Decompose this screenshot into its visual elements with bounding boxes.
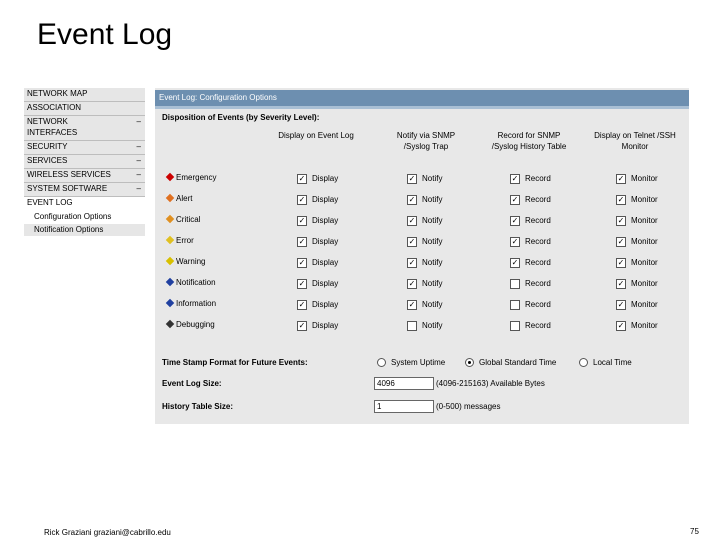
option-cell — [297, 320, 338, 331]
severity-label — [167, 193, 192, 205]
checkbox-label: Notify — [422, 174, 443, 183]
severity-diamond-icon — [166, 257, 174, 265]
severity-name: Warning — [176, 257, 206, 266]
checkbox-checked[interactable]: ✓ — [617, 278, 625, 288]
checkbox-label: Record — [525, 258, 551, 267]
checkbox-unchecked[interactable] — [510, 300, 520, 310]
checkbox-checked[interactable]: ✓ — [408, 236, 416, 246]
checkbox-checked[interactable]: ✓ — [408, 278, 416, 288]
config-panel — [155, 88, 689, 424]
option-cell — [407, 215, 442, 226]
option-cell — [510, 257, 551, 268]
severity-diamond-icon — [166, 173, 174, 181]
sidebar-nav — [24, 88, 145, 424]
severity-diamond-icon — [166, 194, 174, 202]
column-header: Display on Telnet /SSH Monitor — [594, 131, 676, 151]
severity-name: Error — [176, 236, 194, 245]
history-table-size-hint: (0-500) messages — [436, 402, 501, 411]
timestamp-option[interactable] — [377, 358, 445, 367]
sidebar-item[interactable] — [24, 155, 145, 169]
panel-header: Event Log: Configuration Options — [155, 90, 689, 106]
event-log-size-hint: (4096-215163) Available Bytes — [436, 379, 545, 388]
screenshot — [24, 88, 690, 424]
checkbox-checked[interactable]: ✓ — [408, 299, 416, 309]
event-log-size-input[interactable]: 4096 — [374, 377, 434, 390]
checkbox-checked[interactable]: ✓ — [298, 173, 306, 183]
checkbox-checked[interactable]: ✓ — [617, 194, 625, 204]
checkbox-unchecked[interactable] — [510, 279, 520, 289]
sidebar-item-label: SERVICES — [27, 156, 68, 165]
option-cell — [407, 320, 442, 331]
checkbox-checked[interactable]: ✓ — [408, 215, 416, 225]
event-log-size-label: Event Log Size: — [162, 379, 222, 388]
option-cell — [297, 299, 338, 310]
option-cell — [616, 257, 658, 268]
checkbox-checked[interactable]: ✓ — [617, 320, 625, 330]
option-cell — [407, 299, 442, 310]
sidebar-item-label: EVENT LOG — [27, 198, 73, 207]
checkbox-checked[interactable]: ✓ — [298, 320, 306, 330]
history-table-size-input[interactable]: 1 — [374, 400, 434, 413]
checkbox-label: Display — [312, 195, 339, 204]
option-cell — [407, 278, 442, 289]
checkbox-checked[interactable]: ✓ — [617, 236, 625, 246]
option-cell — [297, 278, 338, 289]
option-cell — [407, 236, 442, 247]
checkbox-checked[interactable]: ✓ — [617, 257, 625, 267]
option-cell — [297, 173, 338, 184]
severity-row — [155, 277, 689, 297]
sidebar-item-label: NETWORK MAP — [27, 89, 88, 98]
severity-diamond-icon — [166, 215, 174, 223]
checkbox-checked[interactable]: ✓ — [511, 194, 519, 204]
severity-row — [155, 235, 689, 255]
checkbox-label: Display — [312, 279, 339, 288]
severity-name: Debugging — [176, 320, 215, 329]
checkbox-checked[interactable]: ✓ — [617, 173, 625, 183]
severity-row — [155, 193, 689, 213]
severity-diamond-icon — [166, 299, 174, 307]
checkbox-checked[interactable]: ✓ — [511, 173, 519, 183]
severity-diamond-icon — [166, 236, 174, 244]
page-number: 75 — [690, 527, 699, 536]
checkbox-label: Notify — [422, 321, 443, 330]
severity-label — [167, 277, 216, 289]
column-header: Display on Event Log — [278, 131, 354, 140]
checkbox-checked[interactable]: ✓ — [298, 257, 306, 267]
checkbox-label: Monitor — [631, 300, 658, 309]
expand-dash-icon[interactable]: – — [136, 184, 141, 193]
checkbox-label: Notify — [422, 300, 443, 309]
checkbox-label: Display — [312, 174, 339, 183]
sidebar-subitem[interactable]: Notification Options — [24, 224, 145, 237]
sidebar-item[interactable] — [24, 183, 145, 197]
severity-row — [155, 214, 689, 234]
checkbox-label: Monitor — [631, 237, 658, 246]
option-cell — [297, 257, 338, 268]
sidebar-item[interactable] — [24, 141, 145, 155]
checkbox-label: Notify — [422, 237, 443, 246]
disposition-title: Disposition of Events (by Severity Level): — [162, 113, 320, 122]
sidebar-item[interactable] — [24, 116, 145, 141]
checkbox-label: Record — [525, 174, 551, 183]
checkbox-checked[interactable]: ✓ — [298, 236, 306, 246]
option-cell — [510, 299, 551, 310]
severity-diamond-icon — [166, 278, 174, 286]
severity-label — [167, 298, 216, 310]
severity-label — [167, 214, 200, 226]
checkbox-label: Display — [312, 300, 339, 309]
radio-button[interactable] — [377, 358, 386, 367]
checkbox-label: Display — [312, 216, 339, 225]
option-cell — [510, 173, 551, 184]
sidebar-item[interactable] — [24, 169, 145, 183]
option-cell — [510, 278, 551, 289]
option-cell — [297, 236, 338, 247]
severity-row — [155, 319, 689, 339]
checkbox-label: Monitor — [631, 174, 658, 183]
expand-dash-icon[interactable]: – — [136, 170, 141, 179]
checkbox-checked[interactable]: ✓ — [511, 236, 519, 246]
sidebar-item[interactable] — [24, 88, 145, 102]
checkbox-checked[interactable]: ✓ — [617, 299, 625, 309]
expand-dash-icon[interactable]: – — [136, 117, 141, 126]
checkbox-checked[interactable]: ✓ — [298, 299, 306, 309]
checkbox-label: Display — [312, 237, 339, 246]
checkbox-checked[interactable]: ✓ — [511, 257, 519, 267]
option-cell — [510, 320, 551, 331]
footer-author: Rick Graziani graziani@cabrillo.edu — [44, 528, 171, 537]
checkbox-label: Notify — [422, 258, 443, 267]
option-cell — [616, 278, 658, 289]
expand-dash-icon[interactable]: – — [136, 156, 141, 165]
checkbox-label: Record — [525, 279, 551, 288]
option-cell — [510, 236, 551, 247]
checkbox-checked[interactable]: ✓ — [408, 194, 416, 204]
sidebar-item[interactable] — [24, 197, 145, 211]
checkbox-label: Notify — [422, 216, 443, 225]
checkbox-label: Monitor — [631, 195, 658, 204]
checkbox-unchecked[interactable] — [510, 321, 520, 331]
checkbox-checked[interactable]: ✓ — [298, 194, 306, 204]
checkbox-checked[interactable]: ✓ — [408, 173, 416, 183]
severity-name: Alert — [176, 194, 193, 203]
checkbox-label: Monitor — [631, 279, 658, 288]
sidebar-item-label: SYSTEM SOFTWARE — [27, 184, 108, 193]
option-cell — [407, 257, 442, 268]
severity-label — [167, 319, 215, 331]
checkbox-checked[interactable]: ✓ — [298, 215, 306, 225]
option-cell — [510, 194, 551, 205]
radio-label: System Uptime — [391, 358, 446, 367]
slide-title: Event Log — [37, 18, 173, 51]
radio-label: Global Standard Time — [479, 358, 557, 367]
severity-row — [155, 256, 689, 276]
option-cell — [616, 194, 658, 205]
option-cell — [616, 215, 658, 226]
option-cell — [297, 215, 338, 226]
severity-label — [167, 172, 216, 184]
checkbox-unchecked[interactable] — [407, 321, 417, 331]
severity-diamond-icon — [166, 320, 174, 328]
timestamp-option[interactable] — [465, 358, 556, 367]
checkbox-checked[interactable]: ✓ — [408, 257, 416, 267]
checkbox-label: Record — [525, 321, 551, 330]
checkbox-label: Display — [312, 258, 339, 267]
checkbox-checked[interactable]: ✓ — [511, 215, 519, 225]
severity-row — [155, 172, 689, 192]
checkbox-checked[interactable]: ✓ — [617, 215, 625, 225]
severity-name: Critical — [176, 215, 201, 224]
checkbox-label: Monitor — [631, 216, 658, 225]
option-cell — [616, 173, 658, 184]
option-cell — [616, 320, 658, 331]
radio-button[interactable] — [465, 358, 474, 367]
severity-label — [167, 256, 206, 268]
severity-name: Emergency — [176, 173, 217, 182]
radio-button[interactable] — [579, 358, 588, 367]
option-cell — [510, 215, 551, 226]
expand-dash-icon[interactable]: – — [136, 142, 141, 151]
option-cell — [616, 236, 658, 247]
checkbox-label: Monitor — [631, 258, 658, 267]
checkbox-label: Notify — [422, 195, 443, 204]
severity-row — [155, 298, 689, 318]
checkbox-label: Monitor — [631, 321, 658, 330]
option-cell — [616, 299, 658, 310]
sidebar-item-label: SECURITY — [27, 142, 68, 151]
checkbox-label: Record — [525, 237, 551, 246]
checkbox-label: Display — [312, 321, 339, 330]
radio-label: Local Time — [593, 358, 632, 367]
sidebar-item-label: ASSOCIATION — [27, 103, 82, 112]
severity-name: Information — [176, 299, 217, 308]
sidebar-item-label: WIRELESS SERVICES — [27, 170, 111, 179]
option-cell — [297, 194, 338, 205]
timestamp-label: Time Stamp Format for Future Events: — [162, 358, 308, 367]
checkbox-checked[interactable]: ✓ — [298, 278, 306, 288]
column-header: Record for SNMP /Syslog History Table — [491, 131, 567, 151]
option-cell — [407, 173, 442, 184]
column-header: Notify via SNMP /Syslog Trap — [396, 131, 456, 151]
checkbox-label: Record — [525, 300, 551, 309]
checkbox-label: Notify — [422, 279, 443, 288]
sidebar-subitem[interactable]: Configuration Options — [24, 211, 145, 224]
checkbox-label: Record — [525, 216, 551, 225]
sidebar-item[interactable] — [24, 102, 145, 116]
timestamp-option[interactable] — [579, 358, 632, 367]
option-cell — [407, 194, 442, 205]
severity-label — [167, 235, 194, 247]
history-table-size-label: History Table Size: — [162, 402, 233, 411]
severity-name: Notification — [176, 278, 216, 287]
checkbox-label: Record — [525, 195, 551, 204]
sidebar-item-label: NETWORK INTERFACES — [27, 117, 78, 137]
